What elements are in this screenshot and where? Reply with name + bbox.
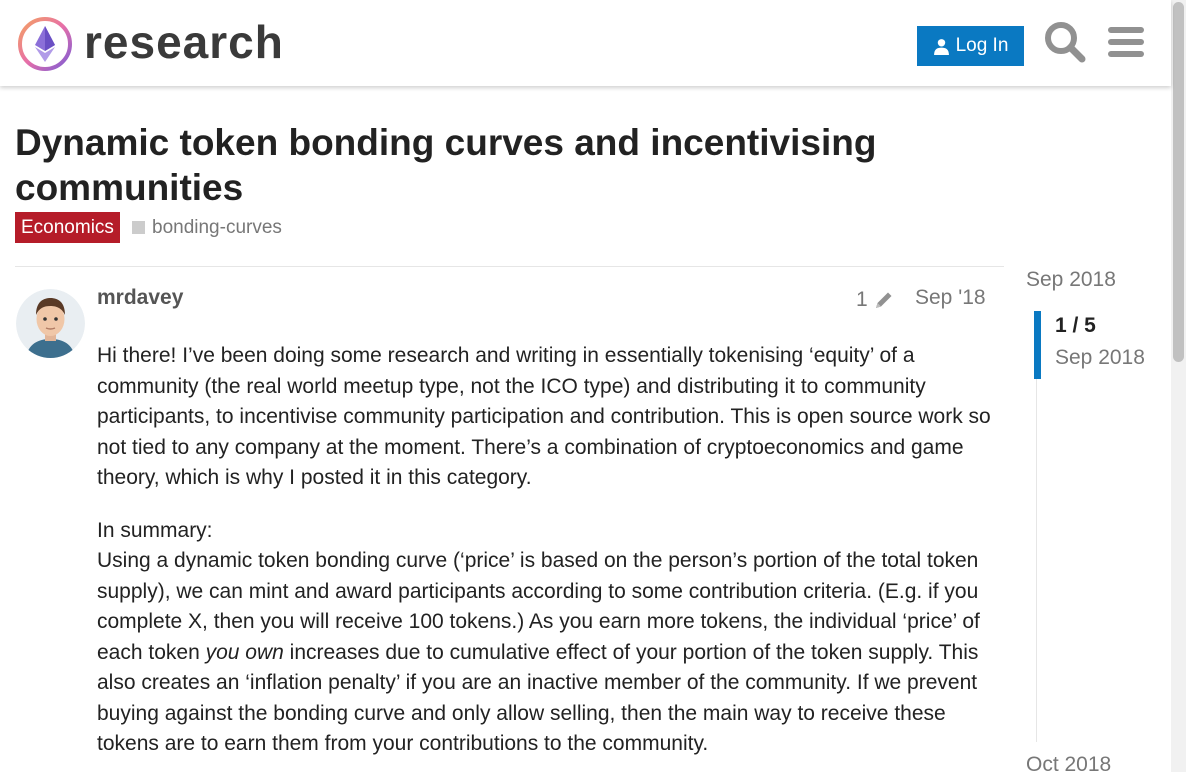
- summary-emphasis: you own: [205, 640, 284, 664]
- site-name[interactable]: research: [84, 16, 284, 68]
- scrollbar-thumb[interactable]: [1173, 2, 1184, 362]
- topic-title[interactable]: Dynamic token bonding curves and incentivising communities: [15, 122, 877, 208]
- post-date[interactable]: Sep '18: [915, 286, 986, 309]
- timeline-position: 1 / 5: [1055, 314, 1096, 337]
- timeline-handle[interactable]: [1034, 311, 1041, 379]
- topic-divider: [15, 266, 1004, 267]
- summary-heading: In summary:: [97, 518, 213, 542]
- category-badge[interactable]: Economics: [15, 212, 120, 243]
- login-button[interactable]: [917, 26, 1024, 66]
- ethereum-research-logo[interactable]: [17, 16, 73, 72]
- post-body: [97, 341, 997, 782]
- user-icon: [933, 38, 950, 55]
- page-scrollbar[interactable]: [1171, 0, 1186, 772]
- timeline-current-date: Sep 2018: [1055, 346, 1145, 369]
- hamburger-menu-icon[interactable]: [1104, 20, 1148, 64]
- post-paragraph: Hi there! I’ve been doing some research and writing in essentially tokenising ‘equity’ of a community (the real world meetup type, not the ICO type) and distributing it to community participants, to incentivise community participation and contribution. This is open source work so not tied to any company at the moment. There’s a combination of cryptoeconomics and game theory, which is why I posted it in this category.: [97, 344, 991, 489]
- summary-text: Using a dynamic token bonding curve (‘price’ is based on the person’s portion of the total token supply), we can mint and award participants according to some contribution criteria. (E.g. if you complete X, then you will receive 100 tokens.) As you earn more tokens, the individual ‘price’ of each token: [97, 549, 980, 664]
- timeline-end-date[interactable]: Oct 2018: [1026, 753, 1112, 776]
- post-author[interactable]: mrdavey: [97, 286, 184, 309]
- post-summary: [97, 516, 997, 760]
- tag-bonding-curves[interactable]: [132, 212, 282, 243]
- summary-text-continued: increases due to cumulative effect of your portion of the token supply. This also creates an ‘inflation penalty’ if you are an inactive member of the community. If we prevent buying against the bonding curve and only allow selling, then the main way to receive these tokens are to earn them from your contributions to the community.: [97, 640, 979, 755]
- site-header: [0, 0, 1171, 86]
- edit-history-button[interactable]: [856, 288, 895, 312]
- tag-square-icon: [132, 221, 145, 234]
- tag-label: bonding-curves: [152, 216, 282, 238]
- avatar[interactable]: [16, 289, 85, 358]
- edit-count: 1: [856, 288, 868, 311]
- search-icon[interactable]: [1043, 20, 1087, 64]
- login-label: Log In: [955, 35, 1009, 56]
- timeline-start-date[interactable]: Sep 2018: [1026, 268, 1116, 291]
- pencil-icon: [873, 289, 895, 311]
